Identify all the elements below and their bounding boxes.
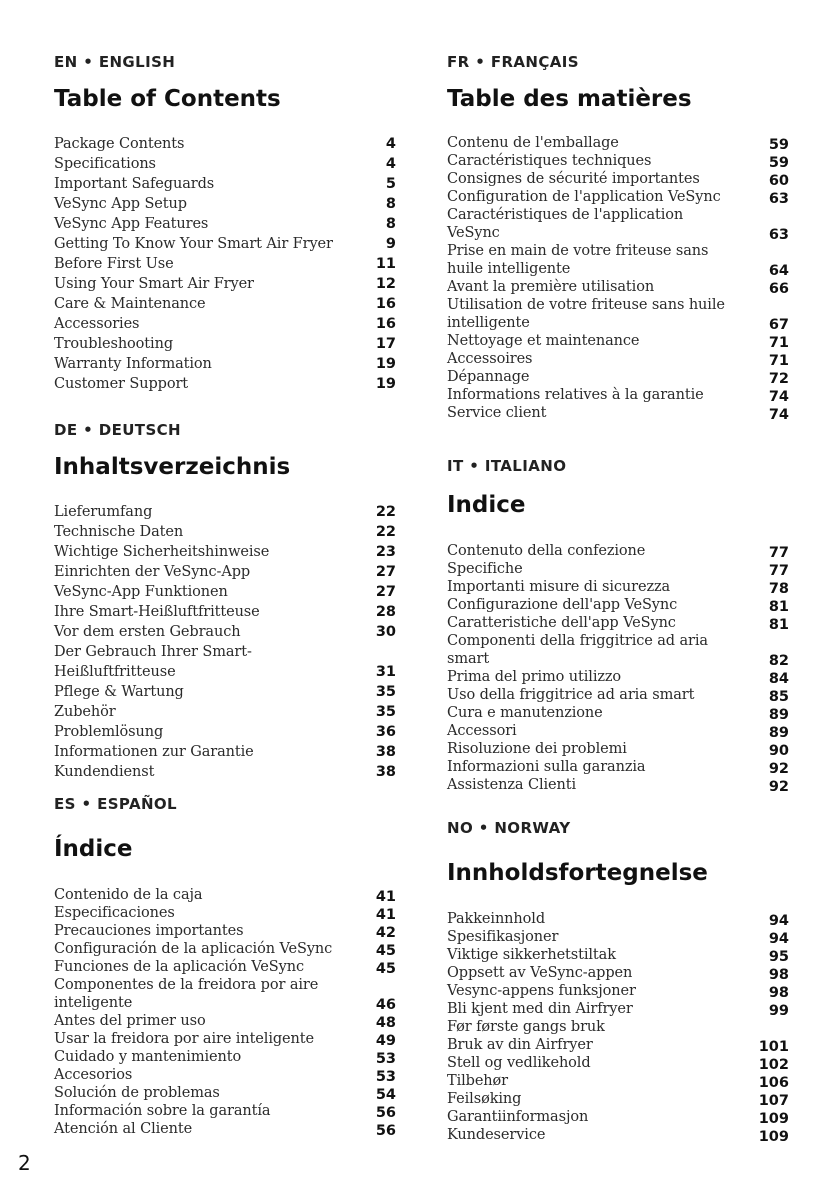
toc-entry-page: 74 xyxy=(768,389,789,405)
toc-entry-label: Consignes de sécurité importantes xyxy=(447,171,700,187)
toc-entry-page: 28 xyxy=(375,604,396,620)
toc-entry xyxy=(447,350,789,368)
toc-entry-label: Viktige sikkerhetstiltak xyxy=(447,947,616,963)
toc-entry-page: 11 xyxy=(375,256,396,272)
language-label-en: EN • ENGLISH xyxy=(54,53,176,71)
toc-entry xyxy=(54,294,396,314)
toc-entry xyxy=(54,922,396,940)
toc-entry xyxy=(54,502,396,522)
toc-entry-label: Ihre Smart-Heißluftfritteuse xyxy=(54,604,260,620)
toc-entry-page: 49 xyxy=(375,1033,396,1049)
toc-entry-label: Nettoyage et maintenance xyxy=(447,333,640,349)
toc-entry xyxy=(54,234,396,254)
toc-entry-label: Feilsøking xyxy=(447,1091,522,1107)
toc-entry-page: 60 xyxy=(768,173,789,189)
toc-entry xyxy=(447,946,789,964)
language-label-fr: FR • FRANÇAIS xyxy=(447,53,579,71)
toc-entry-label: Lieferumfang xyxy=(54,504,153,520)
toc-entry xyxy=(447,758,789,776)
section-title-it: Indice xyxy=(447,492,526,518)
toc-entry xyxy=(447,722,789,740)
toc-entry-label: Vesync-appens funksjoner xyxy=(447,983,636,999)
toc-entry-page: 30 xyxy=(375,624,396,640)
toc-entry-label: Contenuto della confezione xyxy=(447,543,646,559)
toc-entry-label: Componentes de la freidora por aire inteligente xyxy=(54,977,319,1011)
toc-entry-label: Accessori xyxy=(447,723,517,739)
toc-entry-page: 89 xyxy=(768,725,789,741)
toc-entry-label: Using Your Smart Air Fryer xyxy=(54,276,254,292)
toc-entry-label: Accessories xyxy=(54,316,140,332)
toc-entry-page: 101 xyxy=(758,1039,789,1055)
toc-entry-page: 89 xyxy=(768,707,789,723)
toc-list-en xyxy=(54,134,396,394)
section-title-no: Innholdsfortegnelse xyxy=(447,860,708,886)
toc-entry xyxy=(54,762,396,782)
toc-entry-label: Configuration de l'application VeSync xyxy=(447,189,721,205)
toc-entry xyxy=(447,170,789,188)
toc-entry xyxy=(54,374,396,394)
section-en xyxy=(54,52,396,394)
toc-entry-page: 27 xyxy=(375,584,396,600)
toc-entry-page: 63 xyxy=(768,191,789,207)
toc-entry xyxy=(54,722,396,742)
toc-entry xyxy=(54,214,396,234)
toc-entry-label: Usar la freidora por aire inteligente xyxy=(54,1031,314,1047)
toc-entry xyxy=(54,354,396,374)
toc-entry xyxy=(447,560,789,578)
toc-entry-page: 4 xyxy=(385,136,396,152)
toc-entry-page: 38 xyxy=(375,764,396,780)
toc-entry xyxy=(447,278,789,296)
toc-entry xyxy=(447,542,789,560)
toc-entry xyxy=(447,1108,789,1126)
toc-entry-label: VeSync App Setup xyxy=(54,196,187,212)
toc-entry-page: 53 xyxy=(375,1069,396,1085)
toc-entry-page: 4 xyxy=(385,156,396,172)
toc-entry-page: 35 xyxy=(375,684,396,700)
toc-entry-label: Bruk av din Airfryer xyxy=(447,1037,593,1053)
toc-entry xyxy=(447,964,789,982)
toc-entry-label: Der Gebrauch Ihrer Smart-Heißluftfritteuse xyxy=(54,644,252,680)
toc-entry-label: Technische Daten xyxy=(54,524,184,540)
toc-entry xyxy=(54,1012,396,1030)
toc-entry xyxy=(54,886,396,904)
toc-entry-page: 95 xyxy=(768,949,789,965)
toc-entry-page: 66 xyxy=(768,281,789,297)
toc-entry xyxy=(54,1084,396,1102)
toc-list-de xyxy=(54,502,396,782)
toc-entry-label: VeSync App Features xyxy=(54,216,209,232)
toc-entry xyxy=(447,206,789,242)
toc-entry-page: 16 xyxy=(375,316,396,332)
toc-entry xyxy=(54,174,396,194)
toc-entry-label: Care & Maintenance xyxy=(54,296,206,312)
toc-entry-page: 77 xyxy=(768,545,789,561)
toc-entry xyxy=(54,254,396,274)
toc-entry xyxy=(54,742,396,762)
toc-entry xyxy=(54,314,396,334)
toc-entry-label: Stell og vedlikehold xyxy=(447,1055,591,1071)
toc-entry-page: 46 xyxy=(375,997,396,1013)
language-label-it: IT • ITALIANO xyxy=(447,457,567,475)
toc-entry-label: Oppsett av VeSync-appen xyxy=(447,965,633,981)
toc-entry-label: Getting To Know Your Smart Air Fryer xyxy=(54,236,333,252)
toc-entry-page: 63 xyxy=(768,227,789,243)
toc-entry-label: Componenti della friggitrice ad aria smart xyxy=(447,633,708,667)
section-no xyxy=(447,818,789,1144)
toc-entry-label: Importanti misure di sicurezza xyxy=(447,579,671,595)
toc-entry-label: Informations relatives à la garantie xyxy=(447,387,704,403)
toc-entry xyxy=(447,704,789,722)
toc-entry-label: Utilisation de votre friteuse sans huile intelligente xyxy=(447,297,725,331)
toc-entry-page: 92 xyxy=(768,761,789,777)
toc-entry-page: 38 xyxy=(375,744,396,760)
toc-entry xyxy=(447,152,789,170)
toc-entry-label: Precauciones importantes xyxy=(54,923,244,939)
toc-entry-page: 31 xyxy=(375,664,396,680)
toc-entry-page: 71 xyxy=(768,353,789,369)
toc-entry-page: 59 xyxy=(768,155,789,171)
toc-entry-label: Funciones de la aplicación VeSync xyxy=(54,959,304,975)
toc-entry-page: 19 xyxy=(375,356,396,372)
toc-entry-label: Avant la première utilisation xyxy=(447,279,655,295)
toc-entry-page: 72 xyxy=(768,371,789,387)
toc-entry-label: Kundeservice xyxy=(447,1127,546,1143)
toc-entry xyxy=(54,1048,396,1066)
toc-entry xyxy=(447,1036,789,1054)
toc-entry-label: Wichtige Sicherheitshinweise xyxy=(54,544,270,560)
toc-entry xyxy=(447,776,789,794)
toc-entry-label: Zubehör xyxy=(54,704,116,720)
toc-entry-page: 82 xyxy=(768,653,789,669)
section-title-fr: Table des matières xyxy=(447,86,692,112)
toc-entry-page: 84 xyxy=(768,671,789,687)
toc-entry xyxy=(447,1000,789,1018)
toc-entry-label: Configuración de la aplicación VeSync xyxy=(54,941,333,957)
toc-entry-page: 94 xyxy=(768,913,789,929)
toc-entry xyxy=(447,1054,789,1072)
toc-entry-page: 109 xyxy=(758,1111,789,1127)
section-title-es: Índice xyxy=(54,836,133,862)
toc-entry xyxy=(54,522,396,542)
section-it xyxy=(447,456,789,794)
toc-entry-page: 17 xyxy=(375,336,396,352)
toc-entry-label: Informazioni sulla garanzia xyxy=(447,759,646,775)
toc-entry xyxy=(447,332,789,350)
toc-entry xyxy=(54,602,396,622)
toc-entry-label: VeSync-App Funktionen xyxy=(54,584,228,600)
toc-entry-label: Warranty Information xyxy=(54,356,212,372)
toc-entry-label: Einrichten der VeSync-App xyxy=(54,564,251,580)
toc-entry-page: 8 xyxy=(385,196,396,212)
toc-entry-page: 48 xyxy=(375,1015,396,1031)
toc-entry xyxy=(54,702,396,722)
toc-entry-page: 22 xyxy=(375,524,396,540)
toc-entry-page: 81 xyxy=(768,617,789,633)
toc-entry xyxy=(54,562,396,582)
toc-entry-label: Package Contents xyxy=(54,136,185,152)
toc-entry-label: Accessoires xyxy=(447,351,533,367)
toc-entry-page: 98 xyxy=(768,967,789,983)
toc-entry-label: Configurazione dell'app VeSync xyxy=(447,597,678,613)
toc-entry xyxy=(54,1066,396,1084)
toc-entry-label: Cuidado y mantenimiento xyxy=(54,1049,242,1065)
toc-entry-label: Uso della friggitrice ad aria smart xyxy=(447,687,695,703)
toc-entry xyxy=(54,134,396,154)
toc-entry-page: 107 xyxy=(758,1093,789,1109)
toc-entry-label: Pflege & Wartung xyxy=(54,684,184,700)
toc-entry xyxy=(54,904,396,922)
toc-entry xyxy=(447,188,789,206)
section-title-de: Inhaltsverzeichnis xyxy=(54,454,291,480)
toc-entry-label: Før første gangs bruk xyxy=(447,1019,605,1035)
toc-entry xyxy=(447,632,789,668)
toc-entry-label: Caractéristiques de l'application VeSync xyxy=(447,207,684,241)
toc-entry-page: 54 xyxy=(375,1087,396,1103)
toc-entry-page: 42 xyxy=(375,925,396,941)
toc-entry xyxy=(54,274,396,294)
toc-entry xyxy=(447,296,789,332)
toc-entry-page: 45 xyxy=(375,943,396,959)
toc-entry-label: Prise en main de votre friteuse sans huile intelligente xyxy=(447,243,709,277)
toc-entry xyxy=(54,334,396,354)
toc-entry-page: 23 xyxy=(375,544,396,560)
toc-entry-page: 36 xyxy=(375,724,396,740)
toc-entry xyxy=(447,404,789,422)
toc-entry xyxy=(447,242,789,278)
section-es xyxy=(54,794,396,1138)
toc-list-es xyxy=(54,886,396,1138)
toc-entry-label: Caratteristiche dell'app VeSync xyxy=(447,615,676,631)
language-label-no: NO • NORWAY xyxy=(447,819,571,837)
toc-entry-page: 56 xyxy=(375,1123,396,1139)
toc-entry xyxy=(54,682,396,702)
toc-entry-page: 98 xyxy=(768,985,789,1001)
toc-entry xyxy=(54,622,396,642)
toc-entry-label: Assistenza Clienti xyxy=(447,777,577,793)
toc-entry-label: Especificaciones xyxy=(54,905,175,921)
toc-entry-page: 71 xyxy=(768,335,789,351)
toc-entry-page: 56 xyxy=(375,1105,396,1121)
toc-entry-label: Vor dem ersten Gebrauch xyxy=(54,624,241,640)
toc-entry-page: 74 xyxy=(768,407,789,423)
toc-entry xyxy=(54,1102,396,1120)
toc-entry-page: 99 xyxy=(768,1003,789,1019)
toc-entry xyxy=(447,982,789,1000)
toc-entry xyxy=(447,596,789,614)
toc-entry-page: 85 xyxy=(768,689,789,705)
toc-entry-page: 9 xyxy=(385,236,396,252)
toc-entry-page: 27 xyxy=(375,564,396,580)
toc-entry-page: 92 xyxy=(768,779,789,795)
toc-entry-page: 41 xyxy=(375,889,396,905)
toc-entry-label: Risoluzione dei problemi xyxy=(447,741,627,757)
toc-entry xyxy=(54,976,396,1012)
toc-list-it xyxy=(447,542,789,794)
toc-entry-label: Bli kjent med din Airfryer xyxy=(447,1001,633,1017)
toc-entry-page: 81 xyxy=(768,599,789,615)
toc-entry-label: Pakkeinnhold xyxy=(447,911,546,927)
toc-entry xyxy=(54,940,396,958)
toc-entry-page: 67 xyxy=(768,317,789,333)
toc-entry-page: 90 xyxy=(768,743,789,759)
toc-entry-label: Spesifikasjoner xyxy=(447,929,559,945)
toc-entry xyxy=(447,368,789,386)
toc-entry xyxy=(447,134,789,152)
toc-entry xyxy=(54,958,396,976)
toc-entry-label: Accesorios xyxy=(54,1067,133,1083)
toc-entry-page: 45 xyxy=(375,961,396,977)
toc-entry xyxy=(447,386,789,404)
toc-entry-label: Problemlösung xyxy=(54,724,164,740)
toc-entry-label: Dépannage xyxy=(447,369,530,385)
page-number: 2 xyxy=(18,1151,31,1175)
toc-entry-label: Prima del primo utilizzo xyxy=(447,669,622,685)
toc-entry xyxy=(447,740,789,758)
toc-entry-page: 41 xyxy=(375,907,396,923)
toc-entry xyxy=(54,542,396,562)
toc-entry-label: Before First Use xyxy=(54,256,174,272)
toc-entry-page: 59 xyxy=(768,137,789,153)
toc-entry-label: Caractéristiques techniques xyxy=(447,153,652,169)
toc-entry-label: Información sobre la garantía xyxy=(54,1103,271,1119)
toc-entry-label: Solución de problemas xyxy=(54,1085,220,1101)
toc-entry-label: Specifiche xyxy=(447,561,523,577)
section-fr xyxy=(447,52,789,422)
toc-entry-label: Contenu de l'emballage xyxy=(447,135,619,151)
toc-entry-page: 8 xyxy=(385,216,396,232)
toc-entry-page: 109 xyxy=(758,1129,789,1145)
section-title-en: Table of Contents xyxy=(54,86,281,112)
toc-entry xyxy=(447,1018,789,1036)
toc-entry-label: Important Safeguards xyxy=(54,176,215,192)
toc-entry xyxy=(447,1126,789,1144)
toc-entry-page: 5 xyxy=(385,176,396,192)
toc-entry-label: Customer Support xyxy=(54,376,189,392)
toc-entry xyxy=(447,910,789,928)
toc-entry-page: 64 xyxy=(768,263,789,279)
toc-entry xyxy=(447,1072,789,1090)
toc-entry-label: Kundendienst xyxy=(54,764,155,780)
toc-entry-label: Specifications xyxy=(54,156,156,172)
toc-entry xyxy=(54,1030,396,1048)
toc-entry-page: 77 xyxy=(768,563,789,579)
toc-entry xyxy=(54,642,396,682)
toc-entry-page: 19 xyxy=(375,376,396,392)
toc-entry xyxy=(447,614,789,632)
toc-entry xyxy=(54,194,396,214)
toc-list-no xyxy=(447,910,789,1144)
toc-entry-label: Contenido de la caja xyxy=(54,887,203,903)
toc-entry xyxy=(447,686,789,704)
toc-entry xyxy=(54,582,396,602)
toc-entry xyxy=(447,578,789,596)
toc-entry-label: Atención al Cliente xyxy=(54,1121,193,1137)
toc-entry-page: 12 xyxy=(375,276,396,292)
toc-entry-page: 53 xyxy=(375,1051,396,1067)
toc-entry-label: Cura e manutenzione xyxy=(447,705,603,721)
toc-entry-page: 94 xyxy=(768,931,789,947)
toc-entry-label: Service client xyxy=(447,405,547,421)
toc-entry-page: 102 xyxy=(758,1057,789,1073)
toc-entry-page: 16 xyxy=(375,296,396,312)
toc-list-fr xyxy=(447,134,789,422)
toc-entry-label: Tilbehør xyxy=(447,1073,509,1089)
toc-entry xyxy=(54,1120,396,1138)
toc-entry-page: 35 xyxy=(375,704,396,720)
toc-entry-page: 106 xyxy=(758,1075,789,1091)
toc-entry xyxy=(447,928,789,946)
toc-entry-page: 22 xyxy=(375,504,396,520)
language-label-de: DE • DEUTSCH xyxy=(54,421,182,439)
toc-entry-page: 78 xyxy=(768,581,789,597)
toc-entry xyxy=(447,1090,789,1108)
toc-entry-label: Garantiinformasjon xyxy=(447,1109,589,1125)
toc-entry xyxy=(447,668,789,686)
toc-entry-label: Antes del primer uso xyxy=(54,1013,206,1029)
toc-entry-label: Informationen zur Garantie xyxy=(54,744,254,760)
toc-entry-label: Troubleshooting xyxy=(54,336,173,352)
language-label-es: ES • ESPAÑOL xyxy=(54,795,178,813)
section-de xyxy=(54,420,396,782)
toc-entry xyxy=(54,154,396,174)
